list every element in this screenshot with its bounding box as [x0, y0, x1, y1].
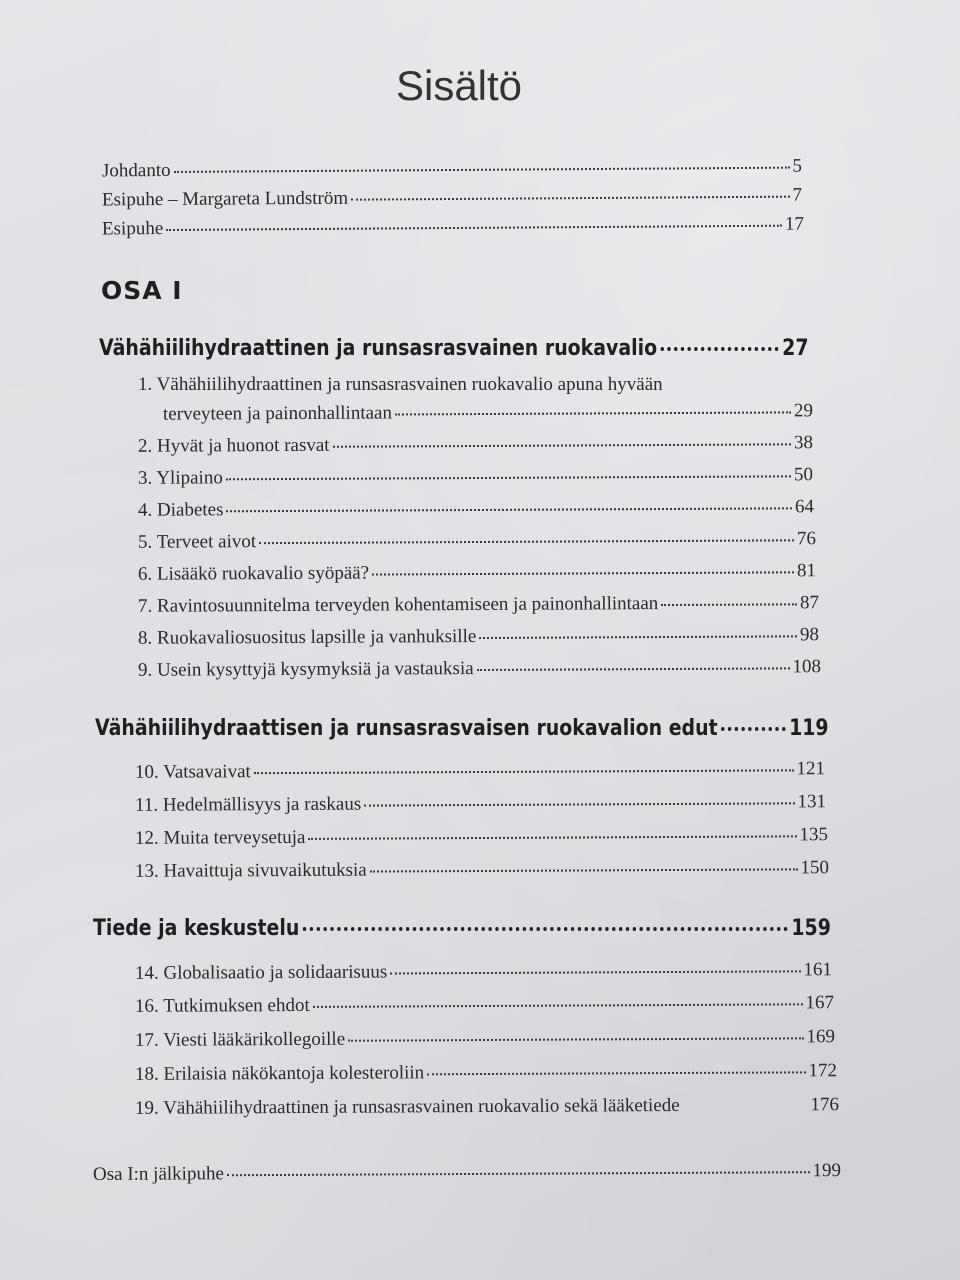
- toc-entry-ch16: [135, 992, 834, 1018]
- dot-leader: [227, 1171, 810, 1176]
- chapter-page: 172: [808, 1060, 838, 1082]
- chapter-page: 76: [796, 528, 817, 550]
- section-title: Vähähiilihydraattinen ja runsasrasvainen ruokavalio: [99, 336, 658, 361]
- dot-leader: [661, 603, 797, 606]
- chapter-number: 17.: [134, 1029, 159, 1051]
- section-heading-1: [99, 336, 809, 361]
- section-title: Tiede ja keskustelu: [93, 916, 300, 941]
- dot-leader: [661, 347, 779, 351]
- chapter-number: 11.: [134, 794, 159, 816]
- entry-label: Johdanto: [101, 159, 171, 182]
- section-page: 159: [791, 916, 831, 941]
- toc-entry-ch8: [138, 624, 819, 650]
- chapter-label: Globalisaatio ja solidaarisuus: [163, 961, 388, 984]
- chapter-label: Havaittuja sivuvaikutuksia: [163, 859, 367, 882]
- entry-page: 7: [792, 184, 803, 206]
- entry-label: Esipuhe – Margareta Lundström: [101, 187, 349, 211]
- toc-entry-ch19: [135, 1094, 839, 1120]
- chapter-page: 98: [799, 624, 820, 646]
- chapter-label: Terveet aivot: [156, 531, 257, 553]
- chapter-page: 87: [799, 592, 820, 614]
- dot-leader: [364, 802, 794, 806]
- chapter-number: 19.: [134, 1097, 159, 1119]
- entry-page: 17: [784, 213, 805, 235]
- chapter-page: 121: [796, 758, 826, 780]
- chapter-label: Ylipaino: [156, 467, 223, 489]
- dot-leader: [226, 507, 792, 512]
- chapter-page: 64: [794, 496, 815, 518]
- dot-leader: [395, 411, 791, 415]
- dot-leader: [348, 1037, 803, 1041]
- toc-entry-esipuhe: [102, 214, 804, 241]
- toc-entry-ch3: [138, 464, 813, 490]
- chapter-number: 1.: [138, 374, 153, 395]
- chapter-number: 4.: [137, 499, 153, 521]
- chapter-label: Vähähiilihydraattinen ja runsasrasvainen ruokavalio sekä lääketiede: [163, 1094, 680, 1119]
- dot-leader: [479, 635, 797, 639]
- chapter-number: 7.: [137, 595, 153, 617]
- dot-leader: [303, 927, 788, 931]
- toc-entry-ch11: [135, 791, 826, 817]
- chapter-page: 131: [797, 791, 827, 813]
- chapter-number: 10.: [134, 761, 159, 783]
- dot-leader: [308, 835, 796, 840]
- chapter-label: Erilaisia näkökantoja kolesteroliin: [163, 1062, 425, 1085]
- toc-entry-johdanto: [102, 156, 802, 183]
- chapter-page: 38: [793, 432, 814, 454]
- toc-entry-ch18: [135, 1060, 837, 1086]
- chapter-page: 161: [803, 959, 833, 981]
- toc-entry-ch10: [135, 758, 825, 784]
- chapter-page: 176: [810, 1094, 840, 1116]
- chapter-number: 6.: [137, 563, 153, 585]
- toc-entry-ch2: [138, 432, 813, 458]
- chapter-number: 18.: [134, 1063, 159, 1085]
- chapter-label: Muita terveysetuja: [163, 826, 306, 849]
- dot-leader: [477, 667, 790, 671]
- toc-entry-ch1-line2: [163, 400, 813, 425]
- chapter-number: 8.: [137, 627, 153, 649]
- page-title: Sisältö: [395, 62, 523, 109]
- toc-entry-ch1-line1: [138, 374, 663, 396]
- chapter-page: 50: [793, 464, 814, 486]
- chapter-label: Viesti lääkärikollegoille: [163, 1028, 346, 1051]
- dot-leader: [174, 167, 790, 173]
- chapter-page: 169: [806, 1026, 836, 1048]
- chapter-number: 12.: [134, 827, 159, 849]
- entry-page: 199: [812, 1160, 842, 1182]
- entry-label: Osa I:n jälkipuhe: [92, 1163, 224, 1185]
- chapter-label: Vatsavaivat: [163, 761, 251, 783]
- section-page: 119: [789, 716, 829, 741]
- dot-leader: [313, 1003, 803, 1008]
- section-title: Vähähiilihydraattisen ja runsasrasvaisen ruokavalion edut: [95, 716, 718, 741]
- toc-entry-ch7: [138, 592, 819, 618]
- chapter-number: 14.: [134, 962, 159, 984]
- dot-leader: [259, 539, 794, 544]
- chapter-page: 29: [793, 400, 814, 422]
- chapter-page: 135: [799, 824, 829, 846]
- chapter-continuation: terveyteen ja painonhallintaan: [162, 402, 393, 425]
- entry-label: Esipuhe: [101, 218, 164, 240]
- chapter-number: 13.: [134, 860, 159, 882]
- chapter-number: 2.: [137, 435, 153, 457]
- chapter-page: 108: [792, 656, 822, 678]
- toc-entry-esipuhe-lundstrom: [102, 185, 802, 212]
- dot-leader: [351, 196, 789, 201]
- chapter-number: 3.: [137, 467, 153, 489]
- toc-entry-ch9: [138, 656, 821, 682]
- toc-entry-ch17: [135, 1026, 835, 1052]
- toc-entry-afterword: [93, 1160, 841, 1186]
- toc-entry-ch4: [138, 496, 814, 522]
- toc-entry-ch12: [135, 824, 828, 850]
- chapter-label: Vähähiilihydraattinen ja runsasrasvainen ruokavalio apuna hyvään: [156, 374, 663, 395]
- entry-page: 5: [792, 155, 803, 177]
- dot-leader: [254, 769, 794, 774]
- chapter-number: 5.: [137, 531, 153, 553]
- chapter-label: Usein kysyttyjä kysymyksiä ja vastauksia: [156, 658, 474, 681]
- dot-leader: [370, 868, 798, 872]
- chapter-label: Tutkimuksen ehdot: [163, 994, 310, 1017]
- chapter-page: 81: [796, 560, 817, 582]
- chapter-label: Hyvät ja huonot rasvat: [156, 434, 330, 457]
- toc-entry-ch6: [138, 560, 816, 586]
- dot-leader: [372, 571, 794, 575]
- part-heading: OSA I: [101, 276, 183, 305]
- toc-entry-ch5: [138, 528, 816, 554]
- dot-leader: [721, 727, 786, 731]
- chapter-number: 16.: [134, 995, 159, 1017]
- section-heading-3: [93, 916, 831, 941]
- dot-leader: [390, 970, 800, 974]
- dot-leader: [427, 1071, 805, 1075]
- chapter-page: 167: [805, 992, 835, 1014]
- section-page: 27: [782, 336, 809, 361]
- chapter-number: 9.: [137, 659, 153, 681]
- dot-leader: [166, 225, 782, 231]
- toc-entry-ch14: [135, 959, 832, 985]
- dot-leader: [226, 475, 791, 480]
- chapter-label: Ravintosuunnitelma terveyden kohentamiseen ja painonhallintaan: [156, 593, 659, 617]
- chapter-label: Lisääkö ruokavalio syöpää?: [156, 562, 370, 585]
- dot-leader: [333, 443, 791, 447]
- section-heading-2: [95, 716, 829, 741]
- chapter-label: Ruokavaliosuositus lapsille ja vanhuksille: [156, 626, 477, 649]
- chapter-label: Diabetes: [156, 499, 224, 521]
- toc-entry-ch13: [135, 857, 829, 883]
- chapter-page: 150: [800, 857, 830, 879]
- chapter-label: Hedelmällisyys ja raskaus: [162, 793, 362, 816]
